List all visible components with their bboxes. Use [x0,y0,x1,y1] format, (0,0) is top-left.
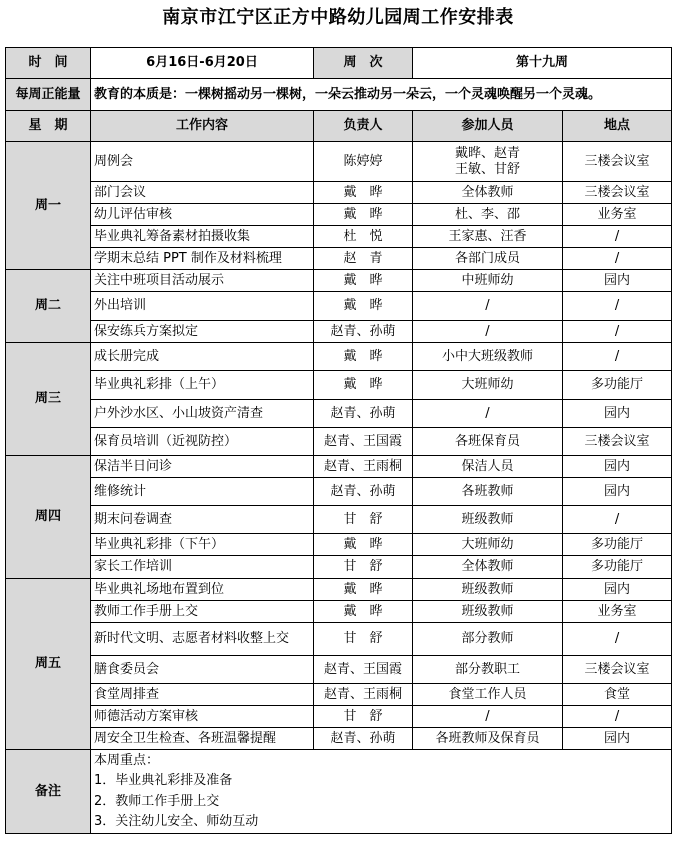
task-participants: 杜、李、邵 [413,204,563,226]
task-owner: 甘 舒 [314,623,413,656]
table-row [6,400,672,428]
table-row [6,182,672,204]
task-participants: 食堂工作人员 [413,684,563,706]
notes-item: 1．毕业典礼彩排及准备 [94,773,233,789]
table-row [6,343,672,371]
table-row [6,292,672,321]
task-owner: 戴 晔 [314,270,413,292]
task-participants: 王家惠、汪香 [413,226,563,248]
task-place: / [563,343,672,371]
table-row [6,204,672,226]
date-range: 6月16日-6月20日 [91,48,314,79]
task-content: 周例会 [91,142,314,182]
task-content: 膳食委员会 [91,656,314,684]
table-row [6,601,672,623]
notes-item: 3．关注幼儿安全、师幼互动 [94,813,259,829]
col-owner: 负责人 [314,111,413,142]
task-place: 园内 [563,400,672,428]
task-content: 毕业典礼场地布置到位 [91,579,314,601]
participants-line-2: 王敏、甘舒 [454,161,520,177]
table-row [6,506,672,534]
task-participants: 小中大班级教师 [413,343,563,371]
task-place: 园内 [563,579,672,601]
task-place: 三楼会议室 [563,656,672,684]
task-place: 三楼会议室 [563,182,672,204]
task-content: 毕业典礼彩排（上午） [91,371,314,400]
task-content: 幼儿评估审核 [91,204,314,226]
task-place: 三楼会议室 [563,142,672,182]
task-content: 食堂周排查 [91,684,314,706]
week-value: 第十九周 [413,48,672,79]
notes-item: 2．教师工作手册上交 [94,793,220,809]
task-participants: / [413,400,563,428]
task-owner: 甘 舒 [314,506,413,534]
day-label-tuesday: 周二 [6,270,91,343]
time-row [6,48,672,79]
task-content: 保安练兵方案拟定 [91,321,314,343]
task-place: / [563,248,672,270]
task-owner: 赵青、孙萌 [314,321,413,343]
task-content: 保洁半日问诊 [91,456,314,478]
task-owner: 戴 晔 [314,204,413,226]
col-content: 工作内容 [91,111,314,142]
task-content: 家长工作培训 [91,556,314,579]
table-row [6,270,672,292]
task-content: 关注中班项目活动展示 [91,270,314,292]
notes-content [91,750,672,834]
column-header-row [6,111,672,142]
task-place: 园内 [563,478,672,506]
task-content: 毕业典礼筹备素材拍摄收集 [91,226,314,248]
task-content: 周安全卫生检查、各班温馨提醒 [91,728,314,750]
task-place: 业务室 [563,204,672,226]
table-row [6,371,672,400]
task-place: 食堂 [563,684,672,706]
task-participants [413,142,563,182]
task-owner: 赵青、孙萌 [314,728,413,750]
task-place: / [563,292,672,321]
task-content: 毕业典礼彩排（下午） [91,534,314,556]
task-place: 园内 [563,270,672,292]
table-row [6,656,672,684]
task-place: 多功能厅 [563,556,672,579]
task-participants: / [413,321,563,343]
task-participants: 各班保育员 [413,428,563,456]
table-row [6,728,672,750]
task-owner: 戴 晔 [314,534,413,556]
task-place: / [563,226,672,248]
task-participants: / [413,292,563,321]
task-content: 教师工作手册上交 [91,601,314,623]
task-place: / [563,506,672,534]
task-content: 保育员培训（近视防控） [91,428,314,456]
task-content: 部门会议 [91,182,314,204]
task-participants: 各班教师及保育员 [413,728,563,750]
task-content: 户外沙水区、小山坡资产清查 [91,400,314,428]
task-participants: 中班师幼 [413,270,563,292]
notes-row [6,750,672,834]
time-label: 时 间 [6,48,91,79]
task-participants: 各部门成员 [413,248,563,270]
table-row [6,684,672,706]
motto-label: 每周正能量 [6,79,91,111]
task-owner: 赵青、孙萌 [314,400,413,428]
task-participants: 大班师幼 [413,371,563,400]
task-place: 园内 [563,456,672,478]
day-label-wednesday: 周三 [6,343,91,456]
task-participants: 各班教师 [413,478,563,506]
weekly-schedule-table [5,47,672,834]
table-row [6,248,672,270]
task-place: 园内 [563,728,672,750]
task-content: 期末问卷调查 [91,506,314,534]
task-participants: / [413,706,563,728]
task-content: 维修统计 [91,478,314,506]
task-participants: 班级教师 [413,579,563,601]
task-participants: 大班师幼 [413,534,563,556]
task-content: 新时代文明、志愿者材料收整上交 [91,623,314,656]
task-owner: 赵青、王雨桐 [314,456,413,478]
task-content: 师德活动方案审核 [91,706,314,728]
table-row [6,579,672,601]
task-participants: 班级教师 [413,601,563,623]
task-place: / [563,623,672,656]
week-label: 周 次 [314,48,413,79]
task-owner: 戴 晔 [314,601,413,623]
task-owner: 戴 晔 [314,292,413,321]
table-row [6,623,672,656]
notes-title: 本周重点： [94,753,160,769]
task-owner: 戴 晔 [314,579,413,601]
task-owner: 杜 悦 [314,226,413,248]
table-row [6,706,672,728]
task-participants: 班级教师 [413,506,563,534]
page-title: 南京市江宁区正方中路幼儿园周工作安排表 [162,7,514,28]
day-label-monday: 周一 [6,142,91,270]
participants-line-1: 戴晔、赵青 [454,145,520,161]
task-owner: 赵青、王国霞 [314,656,413,684]
task-place: 三楼会议室 [563,428,672,456]
day-label-friday: 周五 [6,579,91,750]
notes-label: 备注 [6,750,91,834]
task-owner: 甘 舒 [314,706,413,728]
motto-row [6,79,672,111]
task-place: 多功能厅 [563,371,672,400]
table-row [6,556,672,579]
table-row [6,321,672,343]
task-owner: 戴 晔 [314,182,413,204]
task-place: / [563,321,672,343]
day-label-thursday: 周四 [6,456,91,579]
task-content: 外出培训 [91,292,314,321]
table-row [6,428,672,456]
task-participants: 全体教师 [413,182,563,204]
task-owner: 陈婷婷 [314,142,413,182]
col-day: 星 期 [6,111,91,142]
task-owner: 戴 晔 [314,343,413,371]
task-owner: 赵青、孙萌 [314,478,413,506]
table-row [6,534,672,556]
col-place: 地点 [563,111,672,142]
task-owner: 甘 舒 [314,556,413,579]
table-row [6,478,672,506]
table-row [6,226,672,248]
task-participants: 部分教职工 [413,656,563,684]
col-participants: 参加人员 [413,111,563,142]
task-owner: 赵青、王雨桐 [314,684,413,706]
task-owner: 赵青、王国霞 [314,428,413,456]
table-row [6,142,672,182]
task-place: / [563,706,672,728]
task-owner: 赵 青 [314,248,413,270]
task-content: 学期末总结 PPT 制作及材料梳理 [91,248,314,270]
table-row [6,456,672,478]
task-content: 成长册完成 [91,343,314,371]
task-participants: 保洁人员 [413,456,563,478]
task-participants: 部分教师 [413,623,563,656]
task-place: 多功能厅 [563,534,672,556]
task-participants: 全体教师 [413,556,563,579]
task-place: 业务室 [563,601,672,623]
motto-text: 教育的本质是：一棵树摇动另一棵树，一朵云推动另一朵云，一个灵魂唤醒另一个灵魂。 [91,79,672,111]
task-owner: 戴 晔 [314,371,413,400]
